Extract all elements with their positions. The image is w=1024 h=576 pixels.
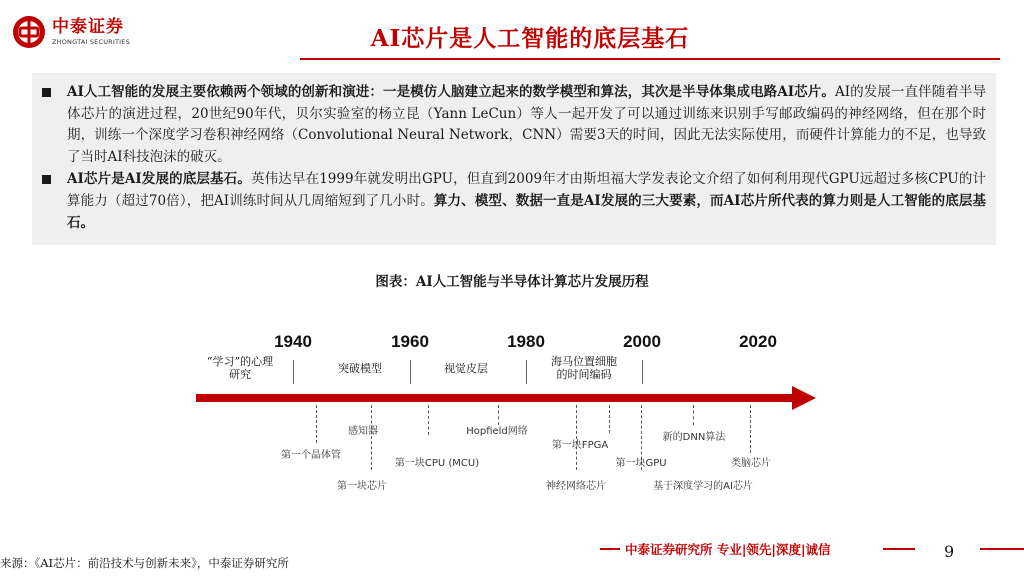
year-label: 1940 <box>274 332 312 351</box>
bullet-square-icon <box>42 175 51 184</box>
bullet-normal-text: 英伟达早在1999年就发明出GPU，但直到2009年才由斯坦福大学发表论文介绍了如何利用现代GPU远超过多核CPU的计算能力（超过70倍），把AI训练时间从几周缩短到了几小时。 <box>67 171 986 209</box>
footer-rule-left <box>600 548 620 550</box>
event-label: 神经网络芯片 <box>546 481 606 492</box>
year-label: 2020 <box>739 332 777 351</box>
event-label: 第一块FPGA <box>551 440 609 451</box>
era-label <box>338 362 382 375</box>
era-line: 海马位置细胞 <box>551 355 617 368</box>
event-connector <box>693 405 694 425</box>
era-line: 研究 <box>229 368 251 381</box>
logo-en-text: ZHONGTAI SECURITIES <box>52 37 130 46</box>
era-label <box>444 362 488 375</box>
era-separator <box>293 360 294 384</box>
event-label: 类脑芯片 <box>731 458 771 469</box>
bullet-item <box>42 82 986 168</box>
era-label <box>551 355 617 381</box>
event-label: 第一个晶体管 <box>281 450 341 461</box>
event-connector <box>371 405 372 470</box>
event-label: 感知器 <box>348 426 378 437</box>
bullet-bold-text: AI人工智能的发展主要依赖两个领域的创新和演进：一是模仿人脑建立起来的数学模型和算法，其次是半导体集成电路AI芯片。 <box>67 84 835 100</box>
bullet-text <box>67 82 986 168</box>
year-label: 1980 <box>507 332 545 351</box>
timeline-arrow-bar <box>196 394 794 402</box>
event-label: 第一块CPU (MCU) <box>394 458 480 469</box>
era-line: 视觉皮层 <box>444 362 488 375</box>
bullet-normal-text: AI的发展一直伴随着半导体芯片的演进过程，20世纪90年代，贝尔实验室的杨立昆（Yann LeCun）等人一起开发了可以通过训练来识别手写邮政编码的神经网络，但在那个时期，训练一个深度学习卷积神经网络（Convolutional Neural Network，CNN）需要3天的时间，因此无法实际使用，而硬件计算能力的不足，也导致了当时AI科技泡沫的破灭。 <box>67 84 986 165</box>
company-logo <box>12 10 162 54</box>
event-label: 新的DNN算法 <box>662 432 726 443</box>
bullet-item <box>42 169 986 234</box>
footer-rule-right <box>883 548 915 550</box>
source-note: 来源：《AI芯片：前沿技术与创新未来》，中泰证券研究所 <box>0 556 289 570</box>
page-number: 9 <box>944 542 955 561</box>
year-label: 1960 <box>391 332 429 351</box>
event-connector <box>316 405 317 443</box>
bullet-bold-tail-text: 算力、模型、数据一直是AI发展的三大要素，而AI芯片所代表的算力则是人工智能的底层基石。 <box>67 192 986 231</box>
era-line: “学习”的心理 <box>206 355 274 368</box>
event-connector <box>609 405 610 433</box>
bullet-bold-text: AI芯片是AI发展的底层基石。 <box>67 171 251 188</box>
page-number-rule <box>980 548 1024 550</box>
era-separator <box>410 360 411 384</box>
event-connector <box>428 405 429 435</box>
summary-panel <box>32 73 996 245</box>
figure-caption: 图表：AI人工智能与半导体计算芯片发展历程 <box>375 274 649 290</box>
era-line: 的时间编码 <box>556 368 612 381</box>
bullet-square-icon <box>42 88 51 97</box>
page-title: AI芯片是人工智能的底层基石 <box>370 25 690 52</box>
bullet-text <box>67 169 986 234</box>
event-label: Hopfield网络 <box>466 426 528 437</box>
timeline-arrow-head-icon <box>792 386 816 410</box>
timeline-figure <box>0 325 1024 495</box>
event-connector <box>750 405 751 453</box>
footer-institute: 中泰证券研究所 专业|领先|深度|诚信 <box>625 542 831 557</box>
era-separator <box>642 360 643 384</box>
year-label: 2000 <box>623 332 661 351</box>
event-label: 基于深度学习的AI芯片 <box>653 481 753 492</box>
era-line: 突破模型 <box>338 362 382 375</box>
logo-cn-text: 中泰证券 <box>52 16 124 37</box>
era-label <box>207 355 273 381</box>
title-divider <box>300 58 1000 60</box>
zhongtai-logo-icon <box>12 15 46 49</box>
event-label: 第一块GPU <box>615 458 667 469</box>
era-separator <box>526 360 527 384</box>
event-label: 第一块芯片 <box>337 481 387 492</box>
